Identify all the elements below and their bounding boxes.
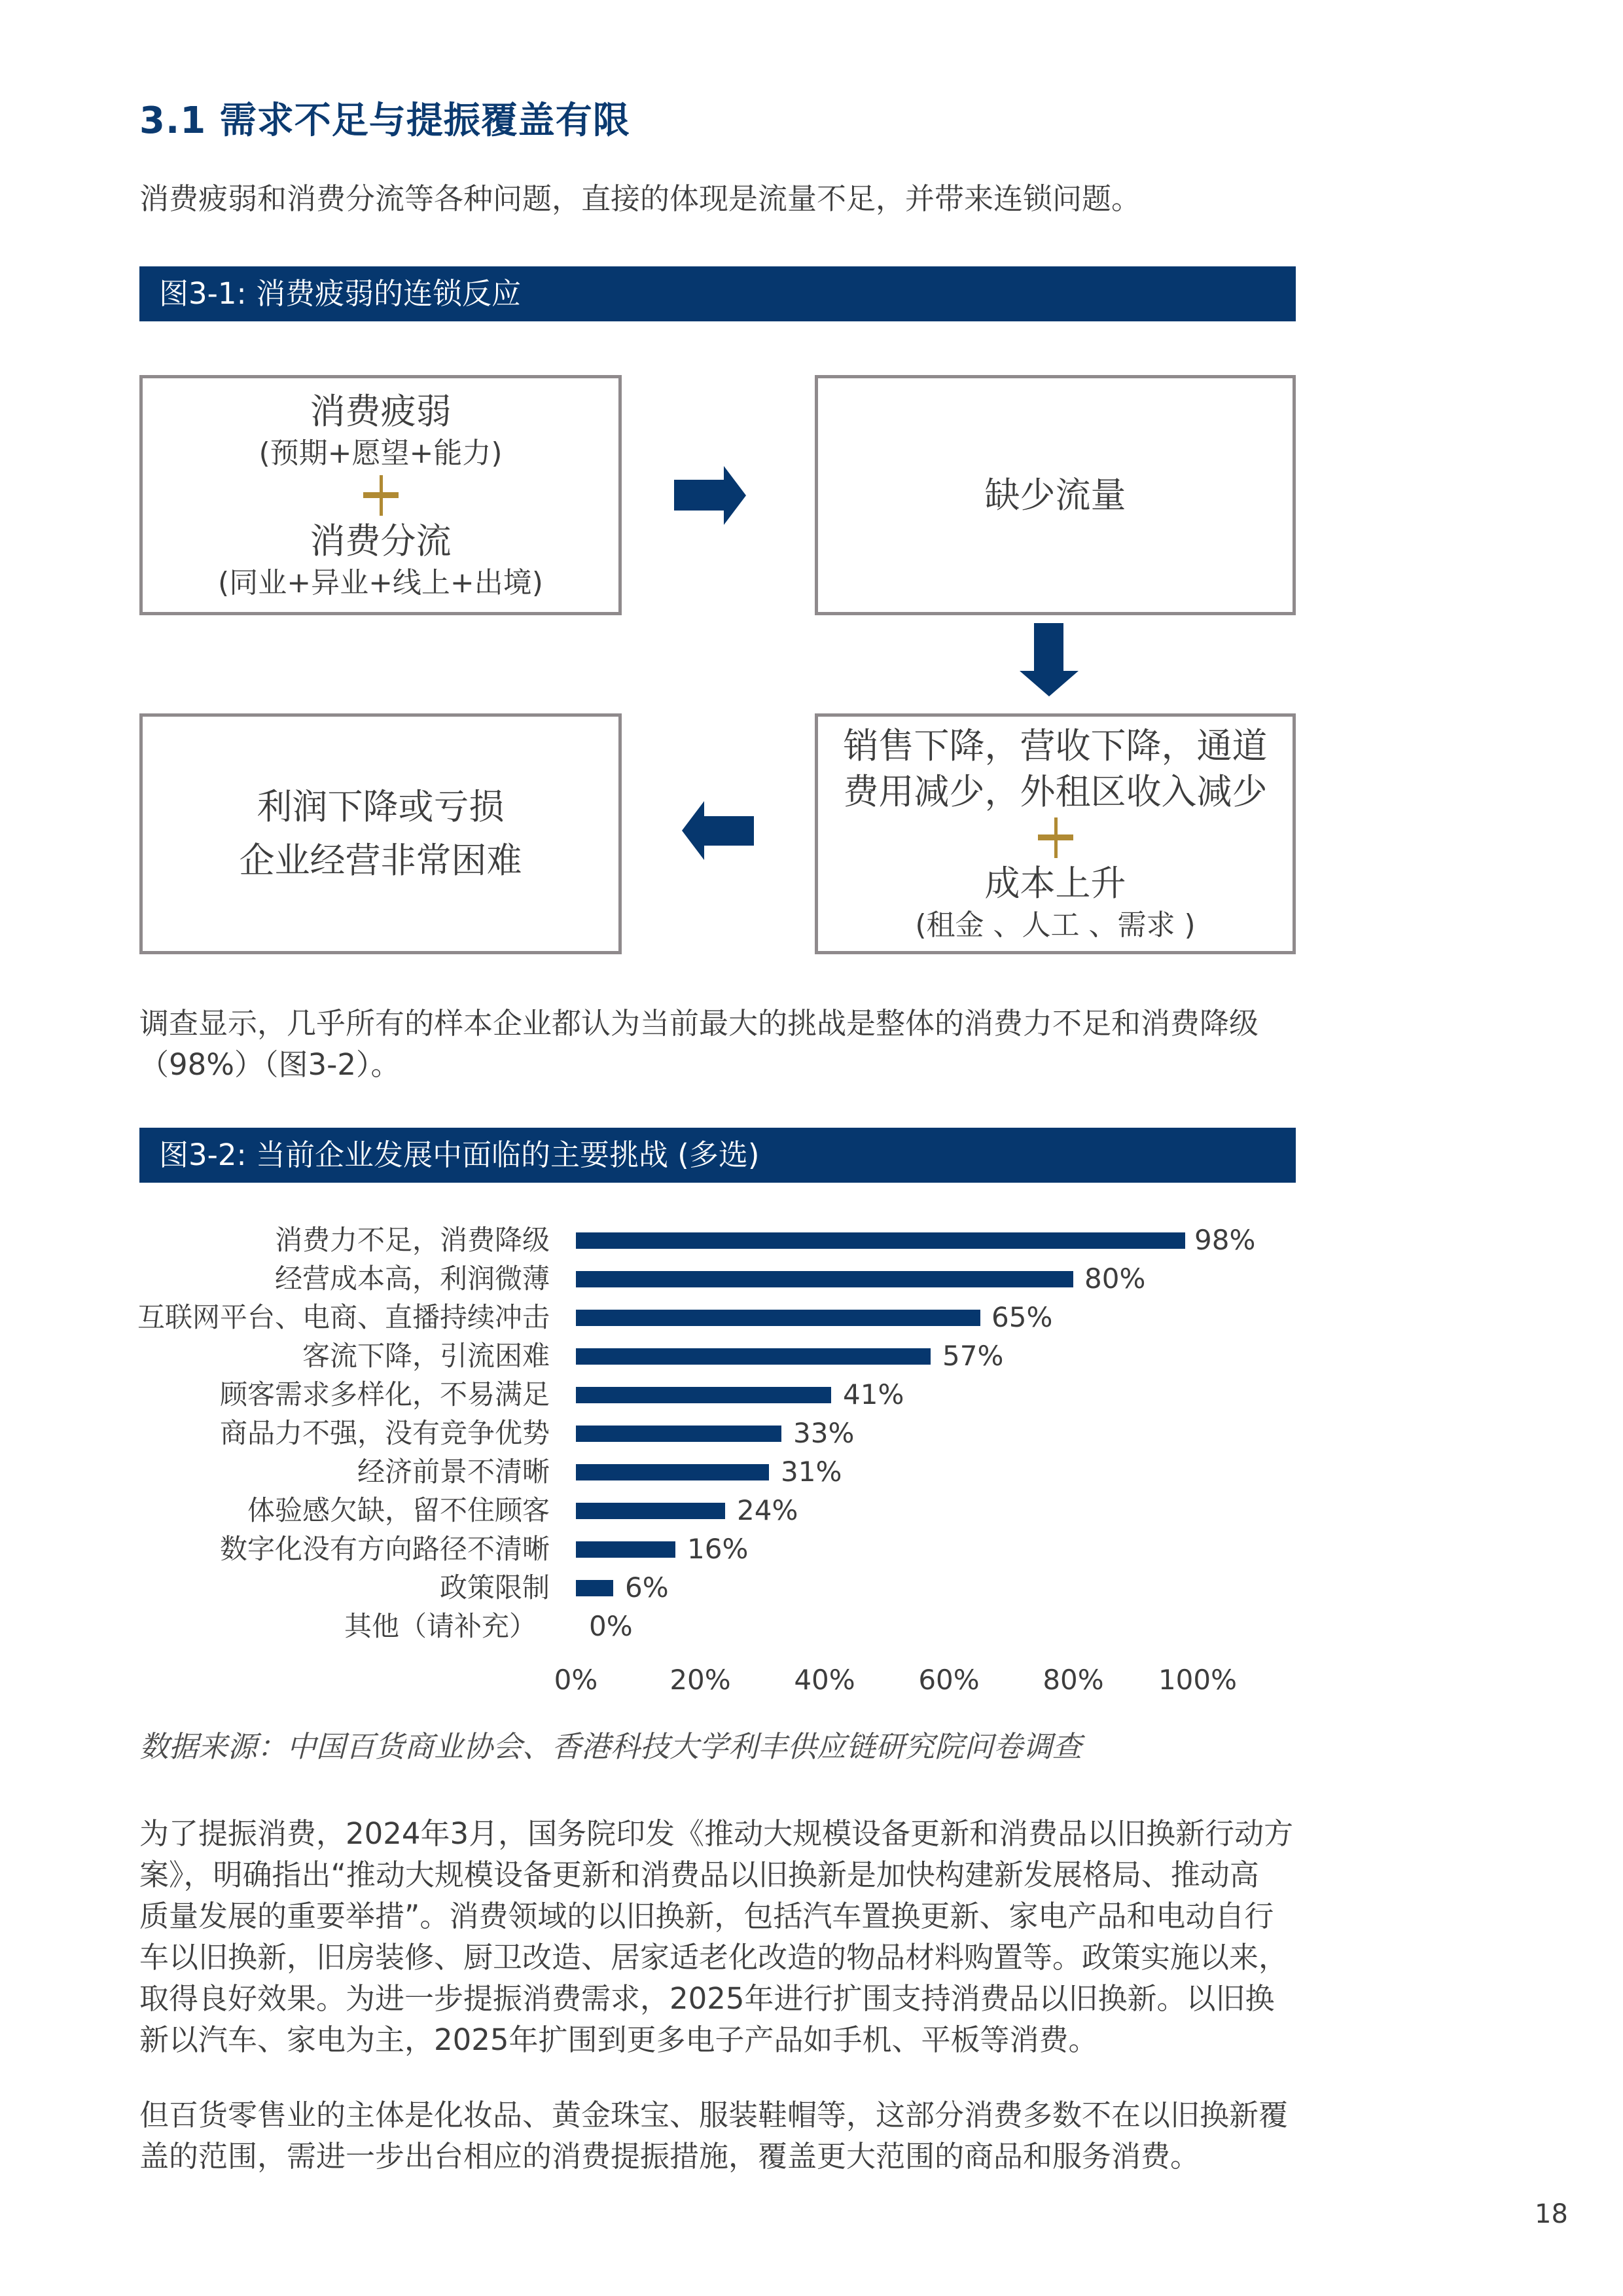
figure2-source: 数据来源：中国百货商业协会、香港科技大学利丰供应链研究院问卷调查 <box>139 1729 1082 1764</box>
chart-bar <box>576 1426 781 1442</box>
chart-category-label: 商品力不强，没有竞争优势 <box>219 1417 550 1449</box>
survey-text-line1: 调查显示，几乎所有的样本企业都认为当前最大的挑战是整体的消费力不足和消费降级 <box>139 1006 1259 1041</box>
box-sub-cost-rise: (租金 、人工 、需求 ) <box>915 908 1196 942</box>
survey-text-line2: （98%）（图3-2）。 <box>139 1047 401 1082</box>
chart-value-label: 98% <box>1194 1224 1256 1256</box>
paragraph-line: 盖的范围，需进一步出台相应的消费提振措施，覆盖更大范围的商品和服务消费。 <box>139 2139 1200 2174</box>
x-axis-tick: 0% <box>554 1664 598 1696</box>
paragraph-line: 但百货零售业的主体是化妆品、黄金珠宝、服装鞋帽等，这部分消费多数不在以旧换新覆 <box>139 2098 1289 2132</box>
box-profit-decline <box>139 713 622 954</box>
box-line-consumption-weak: 消费疲弱 <box>310 390 452 432</box>
chart-bar <box>576 1310 980 1326</box>
box-lack-of-traffic <box>815 375 1296 615</box>
chart-value-label: 65% <box>991 1301 1053 1333</box>
chart-value-label: 33% <box>793 1417 855 1449</box>
arrow-right-icon <box>673 465 748 527</box>
x-axis-tick: 80% <box>1043 1664 1104 1696</box>
paragraph-line: 新以汽车、家电为主，2025年扩围到更多电子产品如手机、平板等消费。 <box>139 2022 1098 2057</box>
box-line-profit-decline: 利润下降或亏损 <box>257 786 505 827</box>
chart-bar <box>576 1541 675 1558</box>
intro-paragraph: 消费疲弱和消费分流等各种问题，直接的体现是流量不足，并带来连锁问题。 <box>139 181 1141 216</box>
paragraph-line: 案》，明确指出“推动大规模设备更新和消费品以旧换新是加快构建新发展格局、推动高 <box>139 1857 1259 1892</box>
page-number: 18 <box>1535 2199 1568 2229</box>
chart-category-label: 互联网平台、电商、直播持续冲击 <box>137 1301 550 1333</box>
chart-category-label: 经济前景不清晰 <box>357 1456 550 1488</box>
chart-category-label: 其他（请补充） <box>344 1610 537 1642</box>
figure1-caption-banner: 图3-1: 消费疲弱的连锁反应 <box>139 266 1296 321</box>
chart-bar <box>576 1387 831 1403</box>
chart-bar <box>576 1580 613 1596</box>
box-line-business-difficult: 企业经营非常困难 <box>239 840 522 881</box>
chart-bar <box>576 1348 931 1365</box>
chart-bar <box>576 1464 769 1480</box>
chart-bar <box>576 1271 1073 1287</box>
paragraph-line: 车以旧换新，旧房装修、厨卫改造、居家适老化改造的物品材料购置等。政策实施以来， <box>139 1940 1289 1975</box>
paragraph-line: 取得良好效果。为进一步提振消费需求，2025年进行扩围支持消费品以旧换新。以旧换 <box>139 1981 1275 2016</box>
chart-value-label: 6% <box>625 1571 669 1604</box>
box-line-sales-decline: 销售下降，营收下降，通道 <box>843 725 1268 766</box>
plus-icon <box>363 475 399 516</box>
figure2-caption-banner: 图3-2: 当前企业发展中面临的主要挑战 (多选) <box>139 1128 1296 1183</box>
chart-value-label: 31% <box>781 1456 842 1488</box>
x-axis-tick: 60% <box>918 1664 980 1696</box>
chart-value-label: 80% <box>1084 1263 1146 1295</box>
box-sub-consumption-diversion: (同业+异业+线上+出境) <box>218 565 543 600</box>
chart-bar <box>576 1503 725 1519</box>
chart-category-label: 经营成本高，利润微薄 <box>274 1263 550 1295</box>
box-consumption-weak-and-diversion <box>139 375 622 615</box>
paragraph-line: 质量发展的重要举措”。消费领域的以旧换新，包括汽车置换更新、家电产品和电动自行 <box>139 1899 1274 1933</box>
chart-category-label: 客流下降，引流困难 <box>302 1340 550 1372</box>
chart-category-label: 数字化没有方向路径不清晰 <box>219 1533 550 1565</box>
box-sales-decline-cost-rise <box>815 713 1296 954</box>
chart-bar <box>576 1232 1185 1249</box>
x-axis-tick: 20% <box>669 1664 731 1696</box>
box-sub-consumption-weak: (预期+愿望+能力) <box>259 436 503 470</box>
x-axis-tick: 40% <box>794 1664 855 1696</box>
chart-value-label: 0% <box>589 1610 633 1642</box>
chart-value-label: 16% <box>687 1533 749 1565</box>
arrow-down-icon <box>1018 622 1080 699</box>
paragraph-line: 为了提振消费，2024年3月，国务院印发《推动大规模设备更新和消费品以旧换新行动方 <box>139 1816 1294 1851</box>
chart-value-label: 24% <box>737 1494 798 1526</box>
plus-icon <box>1038 817 1073 858</box>
box-line-lack-of-traffic: 缺少流量 <box>984 474 1126 516</box>
chart-value-label: 57% <box>942 1340 1004 1372</box>
box-line-cost-rise: 成本上升 <box>984 863 1126 904</box>
x-axis-tick: 100% <box>1158 1664 1238 1696</box>
chart-category-label: 政策限制 <box>439 1571 550 1604</box>
chart-category-label: 顾客需求多样化，不易满足 <box>219 1378 550 1410</box>
chart-value-label: 41% <box>843 1378 904 1410</box>
section-title: 3.1 需求不足与提振覆盖有限 <box>139 99 630 142</box>
box-line-fee-decrease: 费用减少，外租区收入减少 <box>843 771 1268 812</box>
chart-category-label: 体验感欠缺，留不住顾客 <box>247 1494 550 1526</box>
arrow-left-icon <box>681 800 756 863</box>
chart-category-label: 消费力不足，消费降级 <box>274 1224 550 1256</box>
box-line-consumption-diversion: 消费分流 <box>310 520 452 562</box>
